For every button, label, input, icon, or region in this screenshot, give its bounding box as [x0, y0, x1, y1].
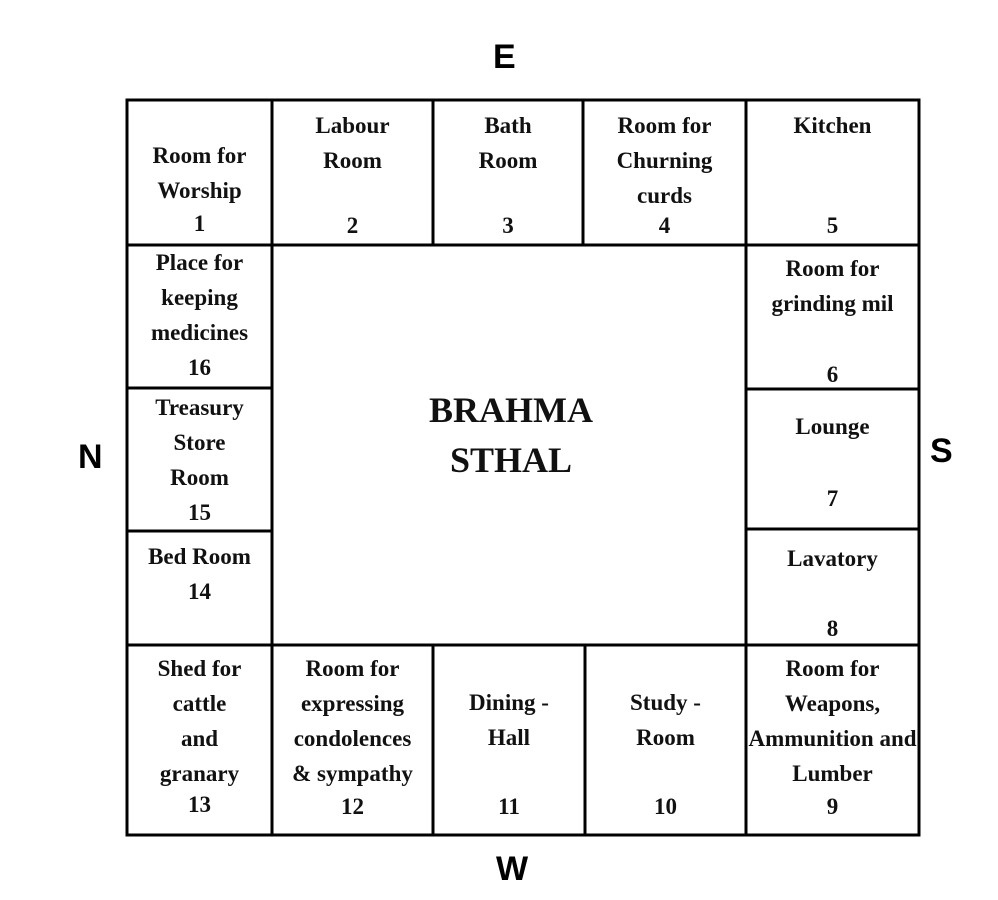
room-15-line-2: Store	[173, 430, 226, 455]
room-14	[127, 531, 272, 645]
room-6	[746, 245, 919, 389]
room-13-line-4: granary	[159, 761, 240, 786]
room-5-number: 5	[826, 213, 839, 238]
room-4	[583, 100, 746, 245]
room-8-number: 8	[826, 616, 839, 641]
room-6-number: 6	[826, 362, 839, 387]
room-13	[127, 645, 272, 835]
room-2	[272, 100, 433, 245]
room-4-number: 4	[658, 213, 671, 238]
room-3-line-2: Room	[478, 148, 538, 173]
room-1-line-1: Room for	[152, 143, 247, 168]
room-3	[433, 100, 583, 245]
room-12-line-2: expressing	[300, 691, 405, 716]
direction-north-label: N	[78, 438, 103, 476]
room-8	[746, 529, 919, 645]
direction-west-label: W	[496, 850, 529, 888]
brahma-sthal-center	[276, 385, 746, 485]
room-6-line-2: grinding mil	[771, 291, 894, 316]
room-12	[272, 645, 433, 835]
room-16-line-2: keeping	[161, 285, 238, 310]
room-10	[585, 645, 746, 835]
room-16-line-1: Place for	[155, 250, 244, 275]
room-4-line-2: Churning	[616, 148, 713, 173]
room-9	[736, 645, 929, 835]
room-9-number: 9	[826, 794, 839, 819]
room-1-number: 1	[193, 211, 206, 236]
room-11-line-1: Dining -	[469, 690, 549, 715]
room-9-line-1: Room for	[785, 656, 880, 681]
room-7	[746, 389, 919, 529]
room-1	[127, 100, 272, 245]
room-12-line-1: Room for	[305, 656, 400, 681]
room-13-number: 13	[188, 792, 211, 817]
room-4-line-3: curds	[637, 183, 692, 208]
room-15-line-3: Room	[170, 465, 229, 490]
direction-south-label: S	[930, 432, 953, 470]
room-15-number: 15	[188, 500, 211, 525]
room-13-line-2: cattle	[172, 691, 227, 716]
room-3-number: 3	[502, 213, 514, 238]
room-2-number: 2	[346, 213, 359, 238]
room-9-line-4: Lumber	[792, 761, 873, 786]
room-3-line-1: Bath	[484, 113, 532, 138]
room-2-line-2: Room	[323, 148, 382, 173]
room-15	[127, 388, 272, 531]
room-10-line-2: Room	[636, 725, 695, 750]
room-11-line-2: Hall	[487, 725, 531, 750]
room-16	[127, 245, 272, 388]
room-11-number: 11	[498, 794, 520, 819]
room-15-line-1: Treasury	[155, 395, 244, 420]
room-13-line-1: Shed for	[157, 656, 242, 681]
room-10-number: 10	[654, 794, 677, 819]
room-14-line-1: Bed Room	[148, 544, 251, 569]
room-2-line-1: Labour	[315, 113, 390, 138]
room-12-line-3: condolences	[293, 726, 412, 751]
room-5-line-1: Kitchen	[793, 113, 872, 138]
room-4-line-1: Room for	[617, 113, 712, 138]
room-10-line-1: Study -	[630, 690, 701, 715]
room-9-line-3: Ammunition and	[748, 726, 917, 751]
room-7-line-1: Lounge	[795, 414, 870, 439]
room-1-line-2: Worship	[157, 178, 242, 203]
room-6-line-1: Room for	[785, 256, 880, 281]
center-line-2: STHAL	[449, 440, 573, 480]
room-14-number: 14	[188, 579, 211, 604]
room-13-line-3: and	[180, 726, 219, 751]
room-11	[433, 645, 585, 835]
room-12-line-4: & sympathy	[292, 761, 413, 786]
room-5	[746, 100, 919, 245]
center-line-1: BRAHMA	[429, 390, 593, 430]
direction-east-label: E	[493, 38, 516, 76]
room-7-number: 7	[826, 486, 839, 511]
room-9-line-2: Weapons,	[784, 691, 881, 716]
room-16-line-3: medicines	[150, 320, 249, 345]
room-16-number: 16	[188, 355, 211, 380]
room-8-line-1: Lavatory	[787, 546, 878, 571]
room-12-number: 12	[341, 794, 364, 819]
